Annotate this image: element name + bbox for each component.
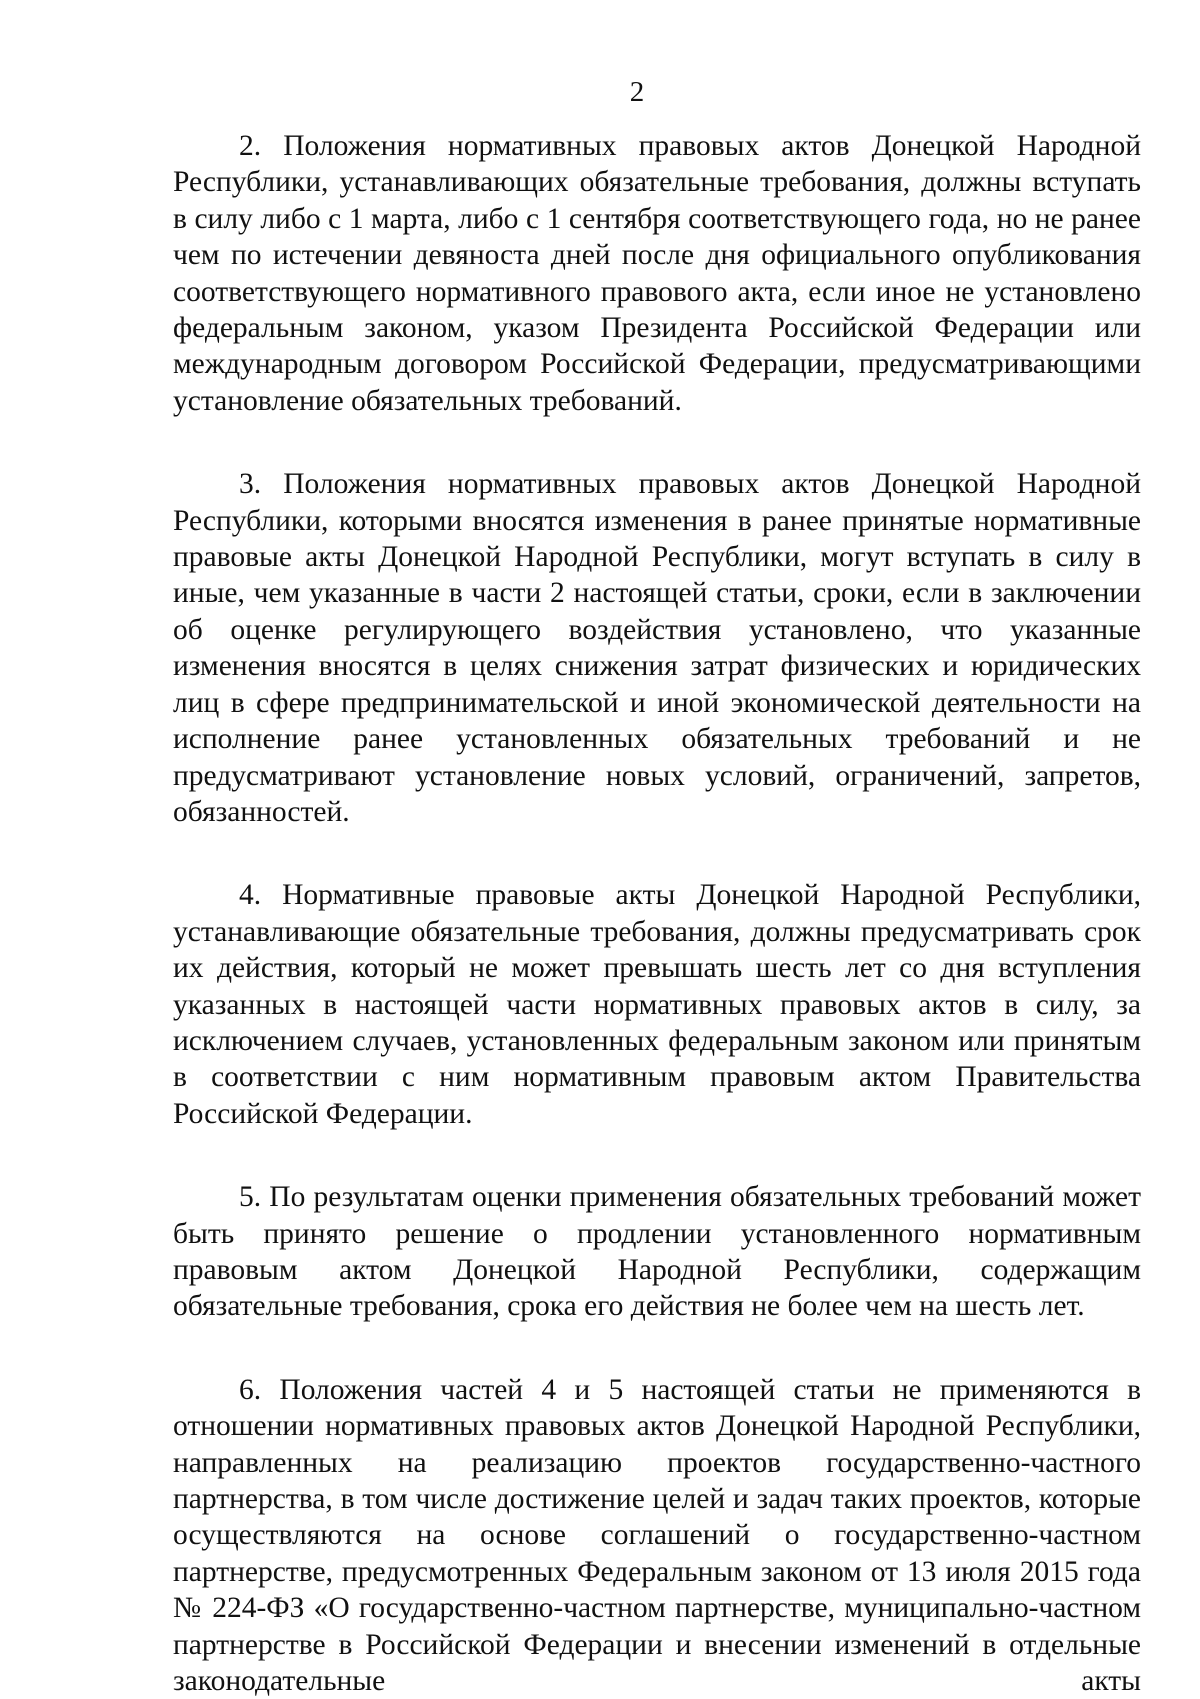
paragraph-part-6: 6. Положения частей 4 и 5 настоящей статьи не применяются в отношении нормативных правовых актов Донецкой Народной Республики, направленных на реализацию проектов государственно-частного партнерства, в том числе достижение целей и задач таких проектов, которые осуществляются на основе соглашений о государственно-частном партнерстве, предусмотренных Федеральным законом от 13 июля 2015 года № 224-ФЗ «О государственно-частном партнерстве, муниципально-частном партнерстве в Российской Федерации и внесении изменений в отдельные законодательные акты xyxy=(173,1373,1141,1698)
paragraph-part-2: 2. Положения нормативных правовых актов Донецкой Народной Республики, устанавливающих обязательные требования, должны вступать в силу либо с 1 марта, либо с 1 сентября соответствующего года, но не ранее чем по истечении девяноста дней после дня официального опубликования соответствующего нормативного правового акта, если иное не установлено федеральным законом, указом Президента Российской Федерации или международным договором Российской Федерации, предусматривающими установление обязательных требований. xyxy=(173,130,1141,417)
paragraph-part-3: 3. Положения нормативных правовых актов Донецкой Народной Республики, которыми вносятся изменения в ранее принятые нормативные правовые акты Донецкой Народной Республики, могут вступать в силу в иные, чем указанные в части 2 настоящей статьи, сроки, если в заключении об оценке регулирующего воздействия установлено, что указанные изменения вносятся в целях снижения затрат физических и юридических лиц в сфере предпринимательской и иной экономической деятельности на исполнение ранее установленных обязательных требований и не предусматривают установление новых условий, ограничений, запретов, обязанностей. xyxy=(173,468,1141,828)
paragraph-part-5: 5. По результатам оценки применения обязательных требований может быть принято решение о продлении установленного нормативным правовым актом Донецкой Народной Республики, содержащим обязательные требования, срока его действия не более чем на шесть лет. xyxy=(173,1181,1141,1323)
page-number: 2 xyxy=(629,76,645,108)
paragraph-part-4: 4. Нормативные правовые акты Донецкой Народной Республики, устанавливающие обязательные требования, должны предусматривать срок их действия, который не может превышать шесть лет со дня вступления указанных в настоящей части нормативных правовых актов в силу, за исключением случаев, установленных федеральным законом или принятым в соответствии с ним нормативным правовым актом Правительства Российской Федерации. xyxy=(173,879,1141,1130)
document-body xyxy=(173,128,1141,1699)
